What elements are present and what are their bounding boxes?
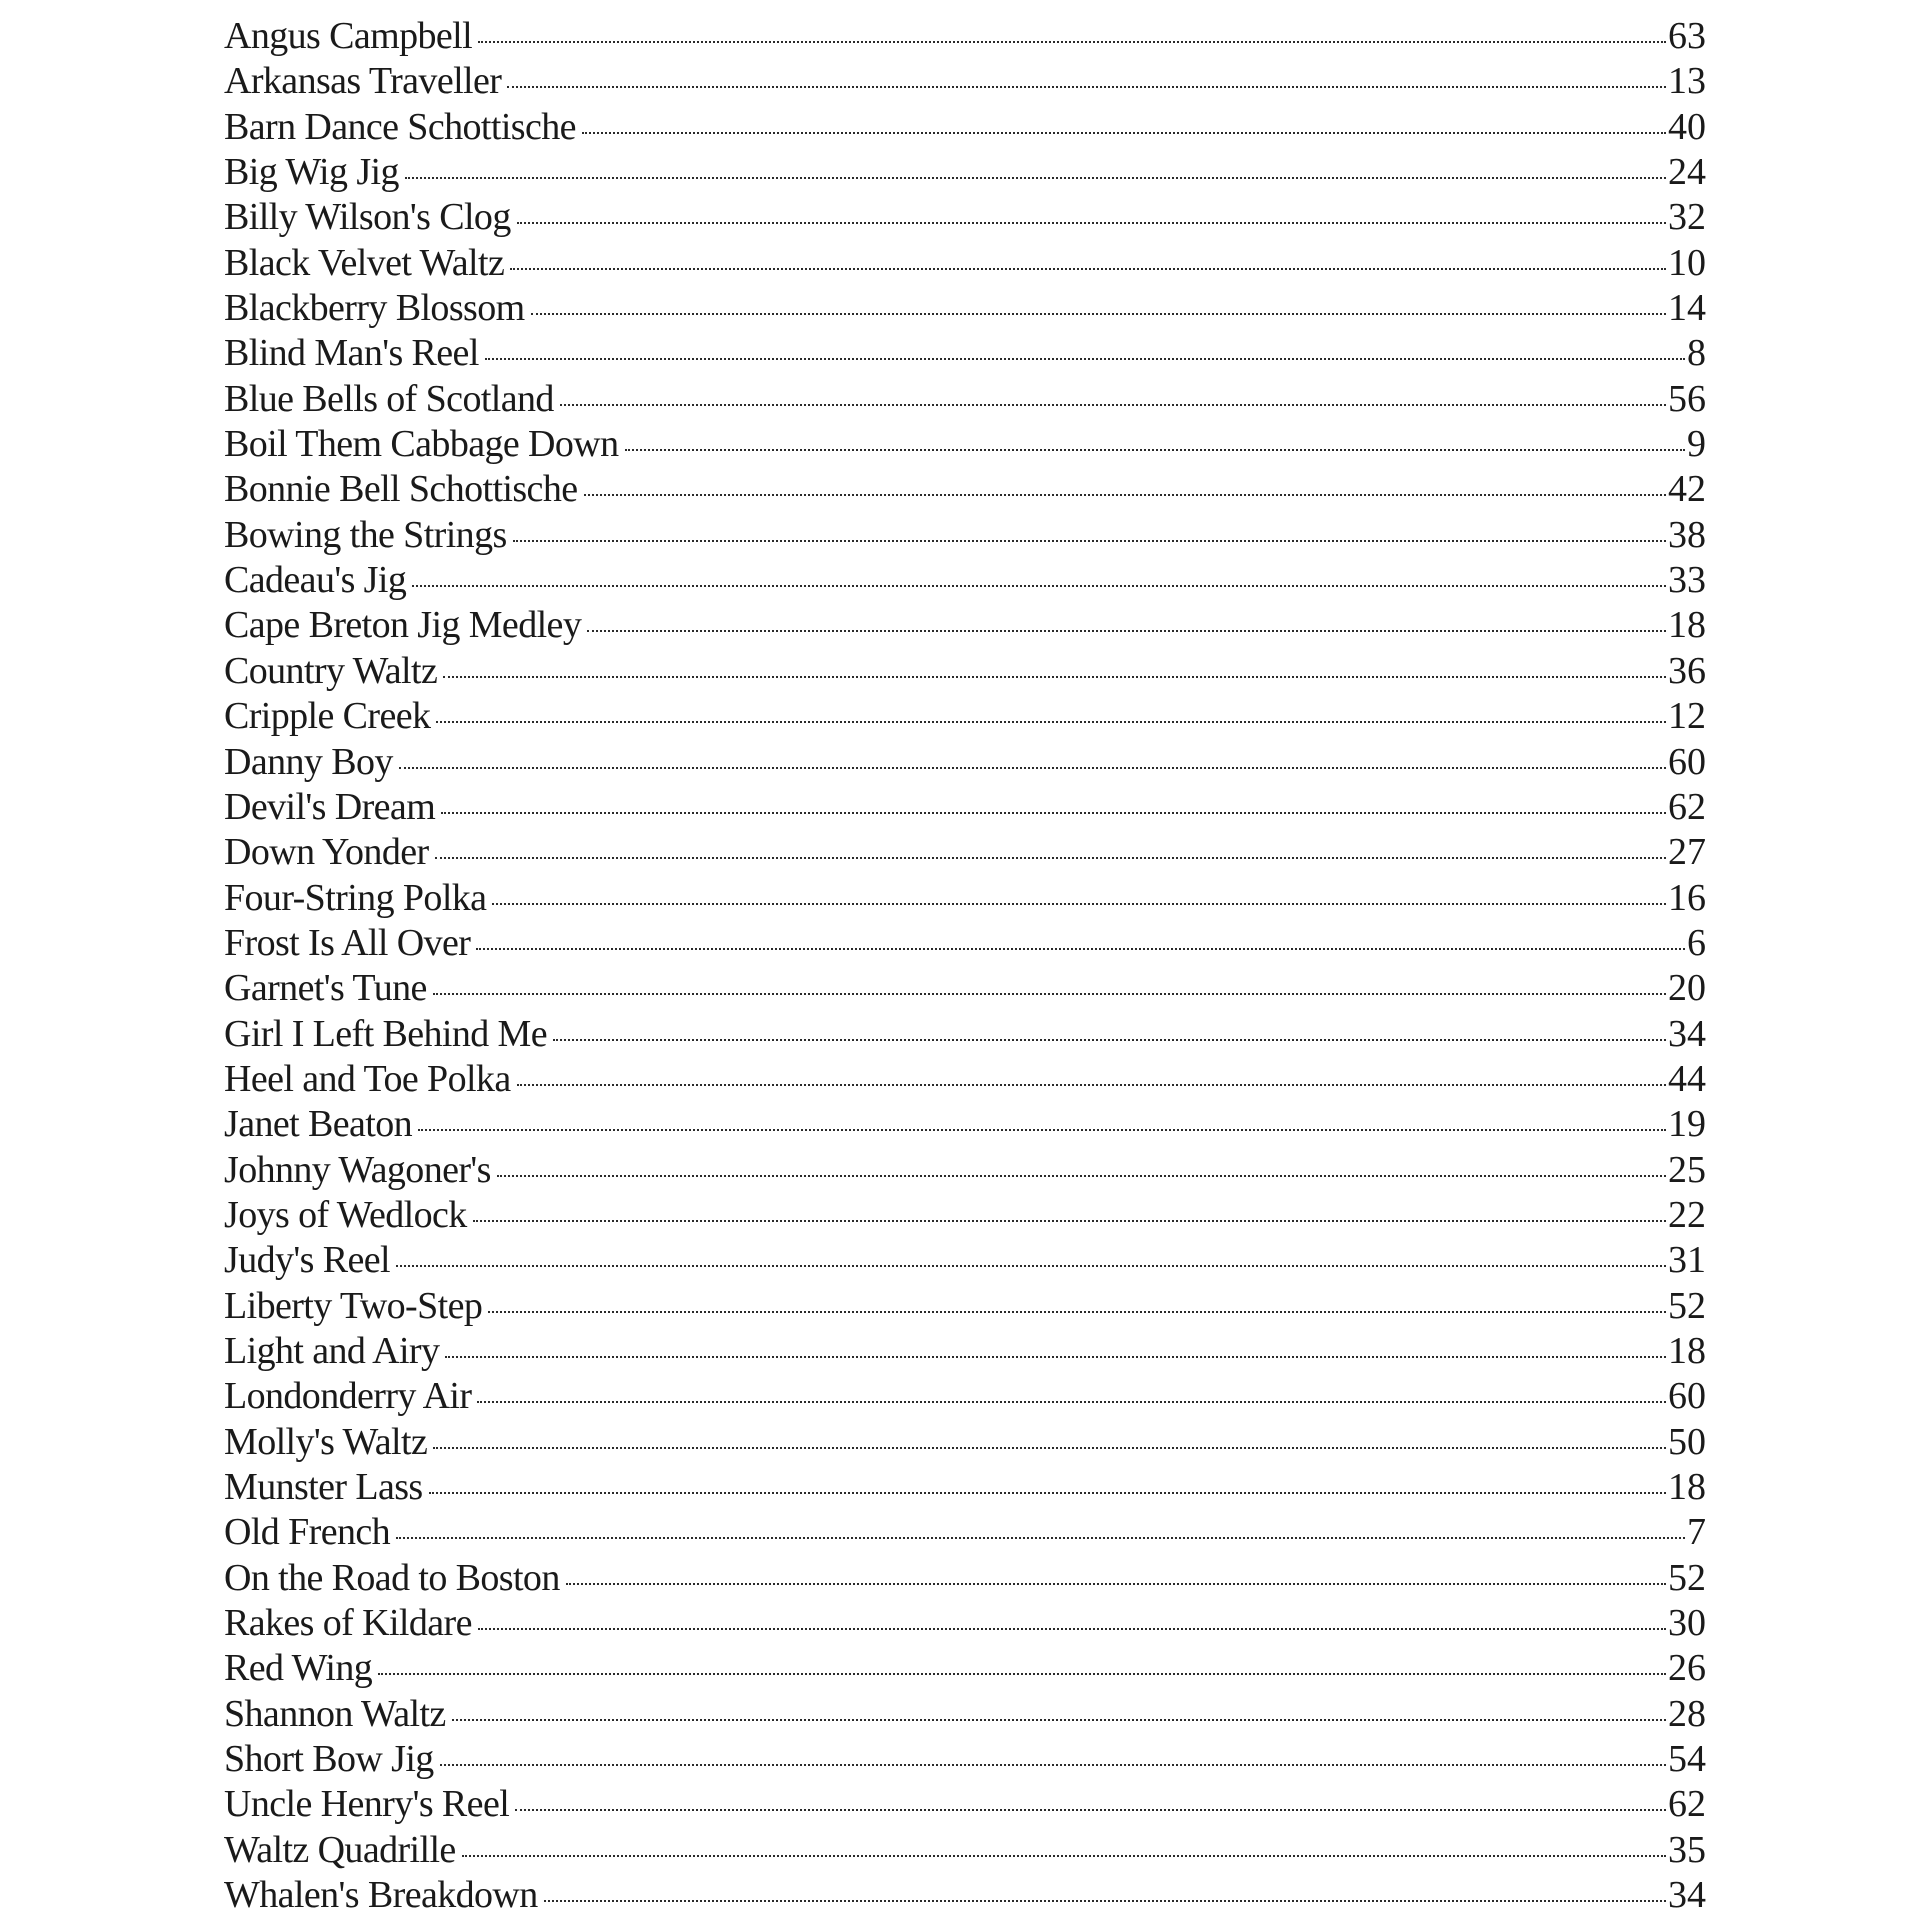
toc-entry-page-number: 42 (1668, 468, 1706, 511)
toc-entry-title: Red Wing (224, 1647, 373, 1690)
toc-entry-title: Whalen's Breakdown (224, 1874, 538, 1917)
toc-entry (224, 1057, 1706, 1102)
toc-entry (224, 1510, 1706, 1555)
toc-entry (224, 740, 1706, 785)
toc-entry-title: Devil's Dream (224, 785, 436, 828)
toc-entry-page-number: 13 (1668, 60, 1706, 103)
toc-entry-title: Janet Beaton (224, 1103, 413, 1146)
toc-entry-page-number: 22 (1668, 1193, 1706, 1236)
toc-entry-page-number: 60 (1668, 1375, 1706, 1418)
dotted-leader (488, 1311, 1666, 1313)
toc-entry-page-number: 34 (1668, 1012, 1706, 1055)
toc-entry (224, 59, 1706, 104)
dotted-leader (517, 222, 1666, 224)
toc-entry (224, 513, 1706, 558)
dotted-leader (476, 948, 1685, 950)
dotted-leader (399, 767, 1666, 769)
toc-entry-title: Girl I Left Behind Me (224, 1012, 547, 1055)
toc-entry (224, 1329, 1706, 1374)
dotted-leader (418, 1129, 1666, 1131)
toc-entry-title: Munster Lass (224, 1466, 423, 1508)
dotted-leader (429, 1492, 1666, 1494)
toc-entry-page-number: 7 (1687, 1511, 1706, 1554)
toc-entry-title: Boil Them Cabbage Down (224, 423, 619, 466)
toc-entry-page-number: 34 (1668, 1874, 1706, 1917)
toc-entry-title: Bowing the Strings (224, 513, 507, 556)
dotted-leader (433, 1447, 1666, 1449)
toc-entry (224, 785, 1706, 830)
dotted-leader (587, 630, 1666, 632)
toc-entry-page-number: 16 (1668, 876, 1706, 919)
dotted-leader (478, 1628, 1666, 1630)
toc-entry-page-number: 35 (1668, 1828, 1706, 1871)
toc-entry-title: Arkansas Traveller (224, 60, 502, 103)
toc-entry (224, 1284, 1706, 1329)
toc-entry-title: Joys of Wedlock (224, 1193, 467, 1236)
toc-entry-page-number: 36 (1668, 649, 1706, 692)
dotted-leader (445, 1356, 1666, 1358)
toc-entry-page-number: 9 (1687, 423, 1706, 466)
toc-entry (224, 1102, 1706, 1147)
dotted-leader (440, 1764, 1666, 1766)
toc-entry-page-number: 31 (1668, 1239, 1706, 1282)
toc-entry-page-number: 60 (1668, 740, 1706, 783)
dotted-leader (412, 585, 1666, 587)
toc-entry-title: Heel and Toe Polka (224, 1057, 511, 1100)
toc-entry (224, 1692, 1706, 1737)
dotted-leader (405, 177, 1666, 179)
toc-entry-page-number: 32 (1668, 196, 1706, 239)
toc-entry-page-number: 20 (1668, 967, 1706, 1010)
dotted-leader (485, 358, 1685, 360)
toc-entry-page-number: 33 (1668, 559, 1706, 602)
toc-entry-title: Judy's Reel (224, 1239, 390, 1282)
toc-entry (224, 876, 1706, 921)
toc-entry-page-number: 24 (1668, 151, 1706, 194)
dotted-leader (513, 540, 1666, 542)
toc-entry-title: Short Bow Jig (224, 1738, 434, 1781)
toc-entry (224, 331, 1706, 376)
toc-entry-page-number: 62 (1668, 1783, 1706, 1826)
toc-entry (224, 14, 1706, 59)
toc-entry-title: Cape Breton Jig Medley (224, 604, 582, 647)
toc-entry (224, 1828, 1706, 1873)
toc-entry-page-number: 25 (1668, 1148, 1706, 1191)
toc-entry-title: Black Velvet Waltz (224, 241, 505, 284)
toc-entry (224, 1556, 1706, 1601)
dotted-leader (566, 1583, 1666, 1585)
toc-entry (224, 1193, 1706, 1238)
toc-entry-title: Molly's Waltz (224, 1420, 428, 1463)
toc-entry-page-number: 52 (1668, 1284, 1706, 1327)
toc-entry (224, 1737, 1706, 1782)
dotted-leader (584, 494, 1667, 496)
dotted-leader (378, 1673, 1666, 1675)
dotted-leader (478, 41, 1666, 43)
toc-entry-page-number: 52 (1668, 1556, 1706, 1599)
toc-entry-page-number: 63 (1668, 15, 1706, 57)
toc-entry-title: Light and Airy (224, 1329, 440, 1372)
dotted-leader (443, 676, 1666, 678)
toc-entry (224, 830, 1706, 875)
dotted-leader (452, 1719, 1666, 1721)
toc-entry-title: Blackberry Blossom (224, 287, 525, 330)
toc-entry (224, 694, 1706, 739)
toc-entry (224, 467, 1706, 512)
toc-entry (224, 921, 1706, 966)
toc-entry-title: Danny Boy (224, 740, 393, 783)
dotted-leader (396, 1265, 1666, 1267)
toc-entry-page-number: 27 (1668, 831, 1706, 874)
table-of-contents (224, 14, 1706, 1918)
toc-entry-title: Garnet's Tune (224, 967, 427, 1010)
toc-entry-title: Billy Wilson's Clog (224, 196, 511, 239)
toc-entry-title: Four-String Polka (224, 876, 487, 919)
dotted-leader (433, 993, 1666, 995)
toc-entry (224, 1238, 1706, 1283)
dotted-leader (435, 857, 1666, 859)
toc-entry-title: Old French (224, 1511, 391, 1554)
toc-entry-title: Rakes of Kildare (224, 1602, 472, 1645)
toc-entry (224, 1601, 1706, 1646)
toc-entry-page-number: 30 (1668, 1602, 1706, 1645)
toc-entry (224, 422, 1706, 467)
dotted-leader (441, 812, 1666, 814)
dotted-leader (477, 1401, 1666, 1403)
toc-entry (224, 558, 1706, 603)
dotted-leader (515, 1809, 1666, 1811)
toc-entry-title: Liberty Two-Step (224, 1284, 483, 1327)
dotted-leader (497, 1175, 1666, 1177)
toc-entry-title: Londonderry Air (224, 1375, 472, 1418)
toc-entry-page-number: 26 (1668, 1647, 1706, 1690)
dotted-leader (517, 1084, 1666, 1086)
toc-entry (224, 105, 1706, 150)
dotted-leader (473, 1220, 1666, 1222)
toc-entry-page-number: 18 (1668, 1329, 1706, 1372)
toc-entry-title: On the Road to Boston (224, 1556, 560, 1599)
toc-entry (224, 377, 1706, 422)
toc-entry-title: Angus Campbell (224, 15, 473, 57)
toc-entry (224, 1148, 1706, 1193)
toc-entry-page-number: 50 (1668, 1420, 1706, 1463)
toc-entry-page-number: 8 (1687, 332, 1706, 375)
dotted-leader (625, 449, 1685, 451)
toc-entry-page-number: 10 (1668, 241, 1706, 284)
toc-entry-page-number: 14 (1668, 287, 1706, 330)
toc-entry-title: Blue Bells of Scotland (224, 377, 554, 420)
toc-entry-title: Uncle Henry's Reel (224, 1783, 510, 1826)
toc-entry (224, 1374, 1706, 1419)
toc-entry-title: Barn Dance Schottische (224, 105, 576, 148)
toc-entry (224, 1465, 1706, 1510)
toc-entry (224, 1873, 1706, 1918)
dotted-leader (510, 268, 1666, 270)
toc-entry (224, 1782, 1706, 1827)
toc-entry-title: Down Yonder (224, 831, 429, 874)
toc-entry-title: Frost Is All Over (224, 921, 471, 964)
toc-entry-title: Waltz Quadrille (224, 1828, 456, 1871)
toc-entry-page-number: 44 (1668, 1057, 1706, 1100)
toc-entry-page-number: 54 (1668, 1738, 1706, 1781)
toc-entry-page-number: 62 (1668, 785, 1706, 828)
dotted-leader (553, 1039, 1666, 1041)
toc-entry-page-number: 38 (1668, 513, 1706, 556)
dotted-leader (507, 86, 1666, 88)
toc-entry-title: Big Wig Jig (224, 151, 399, 194)
dotted-leader (531, 313, 1666, 315)
toc-entry (224, 966, 1706, 1011)
toc-entry-title: Shannon Waltz (224, 1692, 446, 1735)
dotted-leader (396, 1537, 1685, 1539)
toc-entry-page-number: 19 (1668, 1103, 1706, 1146)
toc-entry-page-number: 18 (1668, 604, 1706, 647)
toc-entry-page-number: 12 (1668, 695, 1706, 738)
toc-entry-page-number: 6 (1687, 921, 1706, 964)
toc-entry-title: Johnny Wagoner's (224, 1148, 491, 1191)
dotted-leader (544, 1900, 1666, 1902)
toc-entry-page-number: 56 (1668, 377, 1706, 420)
toc-entry (224, 241, 1706, 286)
toc-entry (224, 1646, 1706, 1691)
toc-entry-title: Cadeau's Jig (224, 559, 407, 602)
toc-entry (224, 1012, 1706, 1057)
dotted-leader (560, 404, 1666, 406)
toc-entry (224, 649, 1706, 694)
toc-entry (224, 195, 1706, 240)
toc-entry-title: Bonnie Bell Schottische (224, 468, 578, 511)
toc-entry (224, 150, 1706, 195)
toc-entry (224, 286, 1706, 331)
dotted-leader (582, 132, 1666, 134)
toc-entry-page-number: 18 (1668, 1466, 1706, 1508)
dotted-leader (436, 721, 1666, 723)
toc-entry-page-number: 28 (1668, 1692, 1706, 1735)
toc-entry-title: Blind Man's Reel (224, 332, 479, 375)
toc-entry (224, 603, 1706, 648)
toc-entry (224, 1420, 1706, 1465)
toc-entry-title: Cripple Creek (224, 695, 431, 738)
dotted-leader (492, 903, 1666, 905)
toc-entry-page-number: 40 (1668, 105, 1706, 148)
dotted-leader (462, 1855, 1666, 1857)
toc-entry-title: Country Waltz (224, 649, 438, 692)
